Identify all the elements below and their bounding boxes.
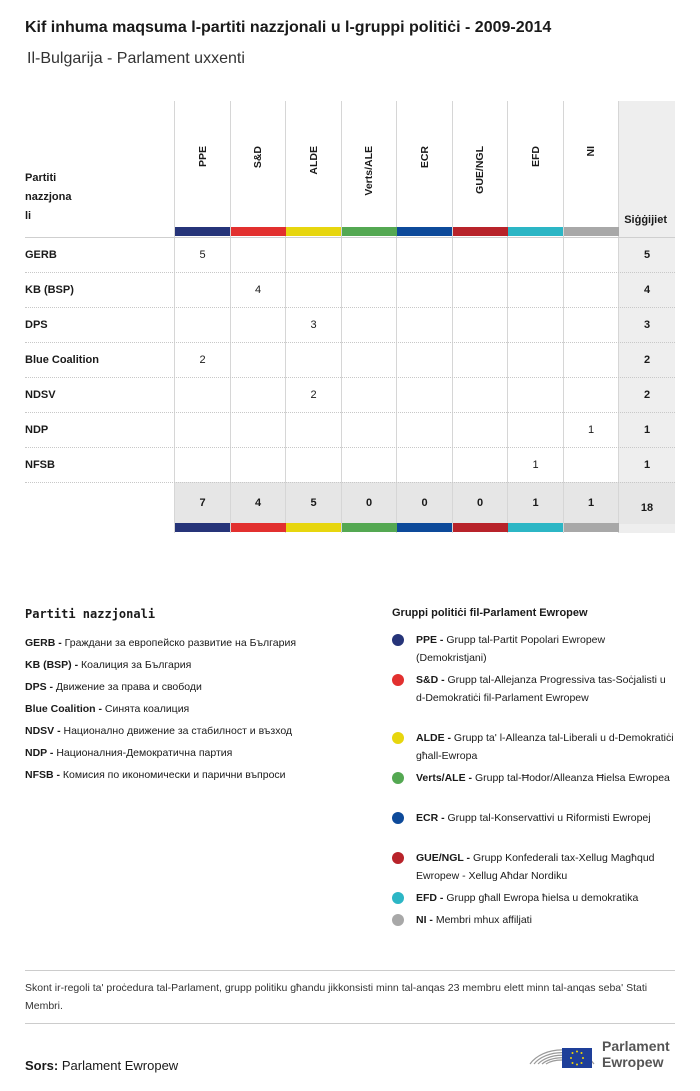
party-abbr: NFSB -	[25, 769, 60, 781]
logo-line-1: Parlament	[602, 1038, 670, 1054]
party-full-name: Коалиция за България	[78, 659, 192, 671]
party-legend-item	[25, 764, 365, 786]
group-header	[286, 146, 341, 226]
group-color-bar	[508, 523, 563, 532]
party-abbr: NDP -	[25, 747, 54, 759]
group-legend-item	[392, 889, 677, 907]
chart-title: Kif inhuma maqsuma l-partiti nazzjonali u l-gruppi politiċi - 2009-2014	[25, 19, 552, 36]
party-legend-item	[25, 632, 365, 654]
seat-cell: 3	[310, 319, 317, 331]
table-row	[25, 273, 675, 308]
rules-note: Skont ir-regoli ta' proċedura tal-Parlament, grupp politiku għandu jikkonsisti minn tal-anqas 23 membru elett minn tal-anqas seba' Stati Membri.	[25, 982, 648, 1012]
group-color-bar	[342, 227, 397, 236]
group-color-bar	[453, 523, 508, 532]
party-name: GERB	[25, 249, 57, 261]
group-legend-item	[392, 671, 677, 707]
table-row	[25, 378, 675, 413]
group-header	[508, 146, 563, 226]
group-color-dot-icon	[392, 732, 404, 744]
party-name: NDSV	[25, 389, 56, 401]
group-legend-title: Gruppi politiċi fil-Parlament Ewropew	[392, 607, 588, 619]
group-legend-text: GUE/NGL - Grupp Konfederali tax-Xellug Magħqud Ewropew - Xellug Aħdar Nordiku	[416, 852, 655, 882]
seat-distribution-table	[25, 101, 675, 533]
group-color-dot-icon	[392, 674, 404, 686]
group-legend-item	[392, 769, 677, 787]
party-header-line: Partiti	[25, 172, 57, 184]
party-legend-title: Partiti nazzjonali	[25, 607, 156, 621]
party-name: NDP	[25, 424, 49, 436]
group-header	[564, 146, 619, 226]
group-legend-text: Verts/ALE - Grupp tal-Ħodor/Alleanza Ħielsa Ewropea	[416, 772, 670, 784]
group-color-bar	[453, 227, 508, 236]
group-color-dot-icon	[392, 634, 404, 646]
party-name: KB (BSP)	[25, 284, 74, 296]
group-color-bar	[231, 523, 286, 532]
group-header	[453, 146, 508, 226]
group-header	[231, 146, 286, 226]
group-color-bar	[508, 227, 563, 236]
seat-cell: 2	[310, 389, 317, 401]
party-full-name: Движение за права и свободи	[53, 681, 202, 693]
group-legend-item	[392, 849, 677, 885]
row-seat-total: 5	[643, 249, 651, 261]
source-line	[25, 1058, 178, 1073]
group-legend-text: NI - Membri mhux affiljati	[416, 914, 532, 926]
group-header	[397, 146, 452, 226]
group-legend-text: EFD - Grupp għall Ewropa ħielsa u demokratika	[416, 892, 639, 904]
table-row	[25, 448, 675, 483]
party-legend-item	[25, 698, 365, 720]
source-value: Parlament Ewropew	[61, 1058, 179, 1073]
party-abbr: NDSV -	[25, 725, 61, 737]
table-row	[25, 413, 675, 448]
source-label: Sors:	[25, 1058, 59, 1073]
group-color-dot-icon	[392, 772, 404, 784]
seats-column-header: Siġġijiet	[624, 214, 667, 226]
seat-cell: 4	[254, 284, 262, 296]
group-color-bar	[286, 523, 341, 532]
party-full-name: Граждани за европейско развитие на България	[61, 637, 297, 649]
party-legend	[25, 632, 365, 786]
group-total: 5	[310, 497, 317, 509]
group-color-dot-icon	[392, 812, 404, 824]
group-total: 0	[365, 497, 373, 509]
logo-text	[602, 1038, 670, 1070]
party-header-line: nazzjona	[25, 191, 72, 203]
table-row	[25, 308, 675, 343]
group-legend-item	[392, 911, 677, 929]
party-abbr: Blue Coalition -	[25, 703, 102, 715]
row-seat-total: 1	[643, 459, 651, 471]
party-name: DPS	[25, 319, 48, 331]
group-legend-text: PPE - Grupp tal-Partit Popolari Ewropew (Demokristjani)	[416, 634, 606, 664]
party-abbr: KB (BSP) -	[25, 659, 79, 671]
group-color-bar	[564, 523, 619, 532]
party-full-name: Национално движение за стабилност и възход	[60, 725, 293, 737]
divider	[25, 1023, 675, 1024]
seat-cell: 1	[532, 459, 539, 471]
row-seat-total: 4	[643, 284, 651, 296]
group-color-dot-icon	[392, 914, 404, 926]
party-column-header	[25, 169, 175, 226]
row-seat-total: 2	[643, 354, 651, 366]
group-header-label: ECR	[418, 146, 431, 169]
party-legend-item	[25, 742, 365, 764]
group-color-dot-icon	[392, 892, 404, 904]
group-color-bar	[397, 227, 452, 236]
group-legend-text: ALDE - Grupp ta' l-Alleanza tal-Liberali u d-Demokratiċi għall-Ewropa	[416, 732, 674, 762]
group-total: 1	[587, 497, 595, 509]
group-legend-item	[392, 809, 677, 827]
seat-cell: 5	[199, 249, 206, 261]
group-color-bar	[175, 227, 230, 236]
group-header-label: Verts/ALE	[363, 146, 375, 196]
party-legend-item	[25, 676, 365, 698]
group-color-bar	[397, 523, 452, 532]
group-header-label: ALDE	[307, 146, 320, 175]
group-header	[175, 146, 230, 226]
row-seat-total: 1	[643, 424, 651, 436]
party-legend-item	[25, 720, 365, 742]
party-name: NFSB	[25, 459, 55, 471]
row-seat-total: 2	[643, 389, 651, 401]
group-total: 0	[476, 497, 484, 509]
group-header-label: NI	[585, 146, 597, 157]
logo-line-2: Ewropew	[602, 1054, 664, 1070]
divider	[25, 970, 675, 971]
party-full-name: Националния-Демократична партия	[53, 747, 233, 759]
table-row	[25, 343, 675, 378]
row-seat-total: 3	[643, 319, 651, 331]
group-header-label: GUE/NGL	[474, 146, 486, 194]
party-full-name: Синята коалиция	[102, 703, 190, 715]
group-total: 1	[532, 497, 539, 509]
group-header	[342, 146, 397, 226]
group-legend-text: ECR - Grupp tal-Konservattivi u Riformisti Ewropej	[416, 812, 651, 824]
group-legend-item	[392, 729, 677, 765]
group-total: 7	[199, 497, 206, 509]
party-legend-item	[25, 654, 365, 676]
group-color-dot-icon	[392, 852, 404, 864]
group-color-bar	[342, 523, 397, 532]
group-header-label: PPE	[196, 146, 209, 168]
seat-cell: 2	[199, 354, 206, 366]
party-abbr: GERB -	[25, 637, 62, 649]
group-header-label: EFD	[529, 146, 542, 167]
total-seats: 18	[640, 502, 654, 514]
group-total: 4	[254, 497, 262, 509]
group-color-bar	[231, 227, 286, 236]
table-row	[25, 238, 675, 273]
party-header-line: li	[25, 210, 32, 222]
party-abbr: DPS -	[25, 681, 54, 693]
chart-subtitle: Il-Bulgarija - Parlament uxxenti	[27, 50, 245, 67]
group-header-label: S&D	[252, 146, 264, 169]
group-legend-text: S&D - Grupp tal-Allejanza Progressiva tas-Soċjalisti u d-Demokratiċi fil-Parlament Ewropew	[416, 674, 666, 704]
group-total: 0	[421, 497, 428, 509]
group-color-bar	[564, 227, 619, 236]
group-color-bar	[175, 523, 230, 532]
group-color-bar	[286, 227, 341, 236]
party-name: Blue Coalition	[25, 354, 99, 366]
group-legend-item	[392, 631, 677, 667]
seat-cell: 1	[587, 424, 595, 436]
party-full-name: Комисия по икономически и парични въпроси	[60, 769, 286, 781]
